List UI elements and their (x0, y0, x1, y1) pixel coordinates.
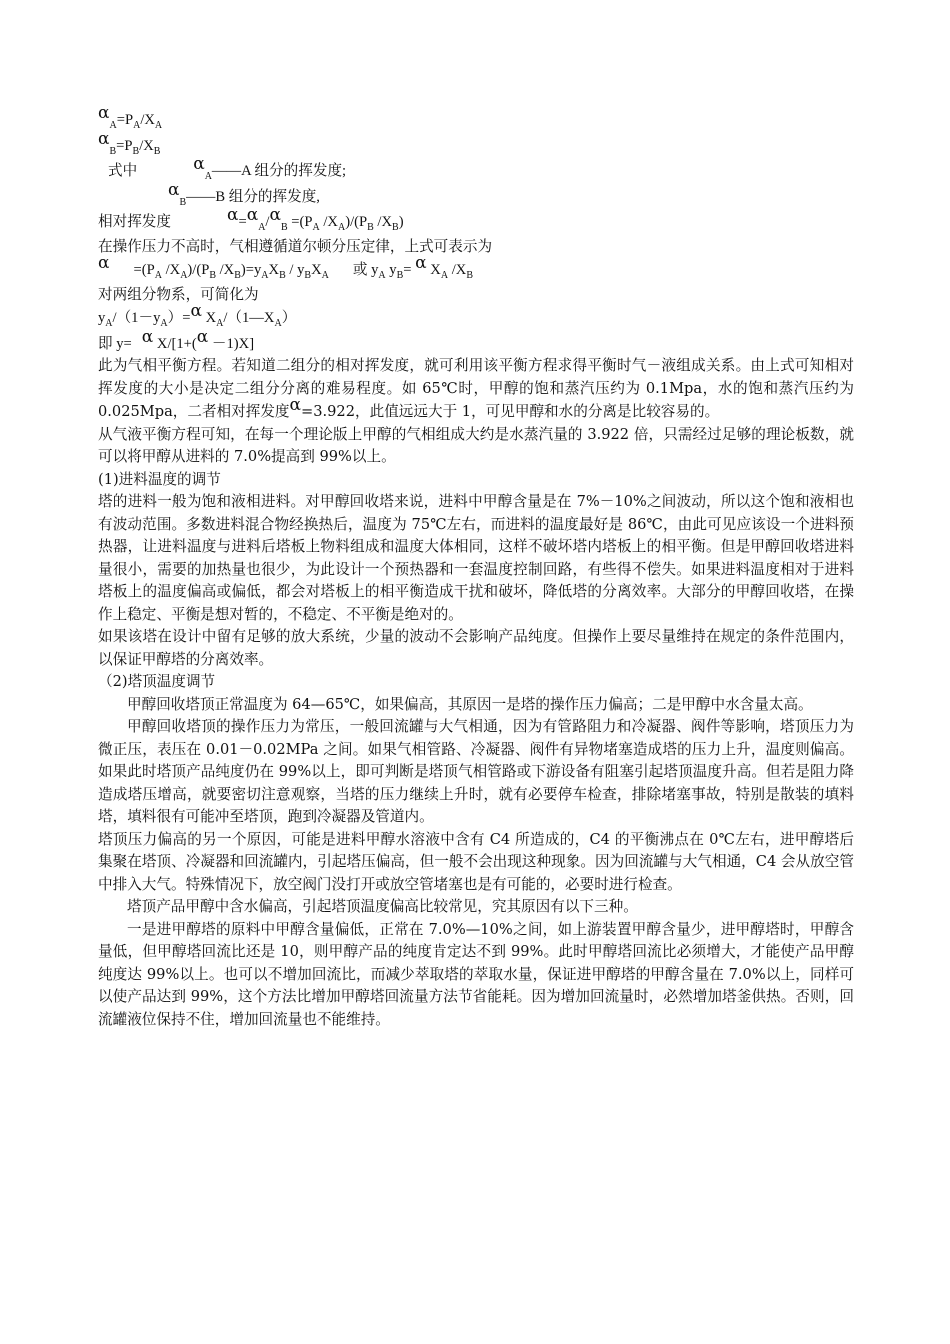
document-content (98, 103, 854, 1031)
alpha-symbol: α (289, 395, 301, 415)
alpha-symbol: α (193, 154, 205, 174)
formula-alpha-a: $\alpha_A=P_A/X_A$ (98, 103, 163, 131)
heading-feed-temperature: (1)进料温度的调节 (98, 470, 221, 488)
formula-alpha-b: $\alpha_B=P_B/X_B$ (98, 128, 161, 157)
alpha-symbol: α (246, 205, 259, 225)
paragraph-equilibrium: 此为气相平衡方程。若知道二组分的相对挥发度，就可利用该平衡方程求得平衡时气－液组成关系。由上式可知相对挥发度的大小是决定二组分分离的难易程度。如 65℃时，甲醇的饱和蒸汽压约为 0.1Mpa，水的饱和蒸汽压约为 0.025Mpa，二者相对挥发度α=3.922，此值远远大于 1，可见甲醇和水的分离是比较容易的。 (98, 357, 854, 420)
relative-volatility-line: 相对挥发度 $\alpha=\alpha_A/\alpha_B =(P_A$ $/X_A)/(P_B$ $/X_B$) (98, 205, 404, 233)
paragraph-reason-one: 一是进甲醇塔的原料中甲醇含量偏低，正常在 7.0%—10%之间，如上游装置甲醇含量少，进甲醇塔时，甲醇含量低，但甲醇塔回流比还是 10，则甲醇产品的纯度肯定达不到 99%。此时甲醇塔回流比必须增大，才能使产品甲醇纯度达 99%以上。也可以不增加回流比，而减少萃取塔的萃取水量，保证进甲醇塔的甲醇含量在 7.0%以上，同样可以使产品达到 99%，这个方法比增加甲醇塔回流量方法节省能耗。因为增加回流量时，必然增加塔釜供热。否则，回流罐液位保持不住，增加回流量也不能维持。 (98, 920, 854, 1028)
paragraph-feed-temperature: 塔的进料一般为饱和液相进料。对甲醇回收塔来说，进料中甲醇含量是在 7%－10%之间波动，所以这个饱和液相也有波动范围。多数进料混合物经换热后，温度为 75℃左右，而进料的温度最好是 86℃，由此可见应该设一个进料预热器，让进料温度与进料后塔板上物料组成和温度大体相同，这样不破坏塔内塔板上的相平衡。但是甲醇回收塔进料量很小，需要的加热量也很少，为此设计一个预热器和一套温度控制回路，有些得不偿失。如果进料温度相对于进料塔板上的温度偏高或偏低，都会对塔板上的相平衡造成干扰和破坏，降低塔的分离效率。大部分的甲醇回收塔，在操作上稳定、平衡是想对暂的，不稳定、不平衡是绝对的。 (98, 493, 854, 623)
alpha-symbol: α (98, 253, 110, 273)
alpha-symbol: α (98, 103, 110, 123)
alpha-symbol: α (98, 128, 110, 149)
paragraph-top-temperature: 甲醇回收塔顶正常温度为 64—65℃，如果偏高，其原因一是塔的操作压力偏高；二是甲醇中水含量太高。 (127, 695, 813, 713)
paragraph-top-pressure: 甲醇回收塔顶的操作压力为常压，一般回流罐与大气相通，因为有管路阻力和冷凝器、阀件等影响，塔顶压力为微正压，表压在 0.01－0.02MPa 之间。如果气相管路、冷凝器、阀件有异物堵塞造成塔的压力上升，温度则偏高。如果此时塔顶产品纯度仍在 99%以上，即可判断是塔顶气相管路或下游设备有阻塞引起塔顶温度升高。但若是阻力降造成塔压增高，就要密切注意观察，当塔的压力继续上升时，就有必要停车检查，排除堵塞事故，特别是散装的填料塔，填料很有可能冲至塔顶，跑到冷凝器及管道内。 (98, 718, 854, 825)
two-component-text: 对两组分物系，可简化为 (98, 285, 259, 303)
paragraph-water-content: 塔顶产品甲醇中含水偏高，引起塔顶温度偏高比较常见，究其原因有以下三种。 (127, 898, 638, 915)
alpha-symbol: α (168, 179, 180, 200)
alpha-symbol: α (415, 253, 427, 273)
formula-dalton: $\alpha =(P_A$ $/X_A)/(P_B$ $/X_B)=y_AX_B / y_BX_A$ 或 $y_A$ $y_B= \alpha$ $X_A$ $/X_B$ (98, 253, 473, 281)
paragraph-theoretical-plates: 从气液平衡方程可知，在每一个理论版上甲醇的气相组成大约是水蒸汽量的 3.922 倍，只需经过足够的理论板数，就可以将甲醇从进料的 7.0%提高到 99%以上。 (98, 425, 854, 465)
where-line-a: 式中 $\alpha_A——A$ 组分的挥发度; (108, 154, 347, 182)
alpha-symbol: α (196, 326, 209, 347)
where-line-b: $\alpha_B——B$ 组分的挥发度, (168, 179, 320, 208)
formula-simplified: $y_A/(1-y_A)=\alpha$ $X_A/(1—X_A)$ (98, 301, 297, 329)
low-pressure-text: 在操作压力不高时，气相遵循道尔顿分压定律，上式可表示为 (98, 237, 493, 255)
alpha-symbol: α (226, 205, 239, 225)
paragraph-c4: 塔顶压力偏高的另一个原因，可能是进料甲醇水溶液中含有 C4 所造成的，C4 的平衡沸点在 0℃左右，进甲醇塔后集聚在塔顶、冷凝器和回流罐内，引起塔压偏高，但一般不会出现这种现象。因为回流罐与大气相通，C4 会从放空管中排入大气。特殊情况下，放空阀门没打开或放空管堵塞也是有可能的，必要时进行检查。 (98, 830, 854, 893)
alpha-symbol: α (141, 326, 154, 347)
alpha-symbol: α (190, 301, 202, 321)
paragraph-amplification: 如果该塔在设计中留有足够的放大系统，少量的波动不会影响产品纯度。但操作上要尽量维持在规定的条件范围内，以保证甲醇塔的分离效率。 (98, 628, 854, 668)
alpha-symbol: α (269, 205, 281, 225)
formula-equilibrium: 即 y= α X/[1+(α －1)X] (98, 326, 255, 352)
heading-top-temperature: （2)塔顶温度调节 (98, 673, 216, 690)
